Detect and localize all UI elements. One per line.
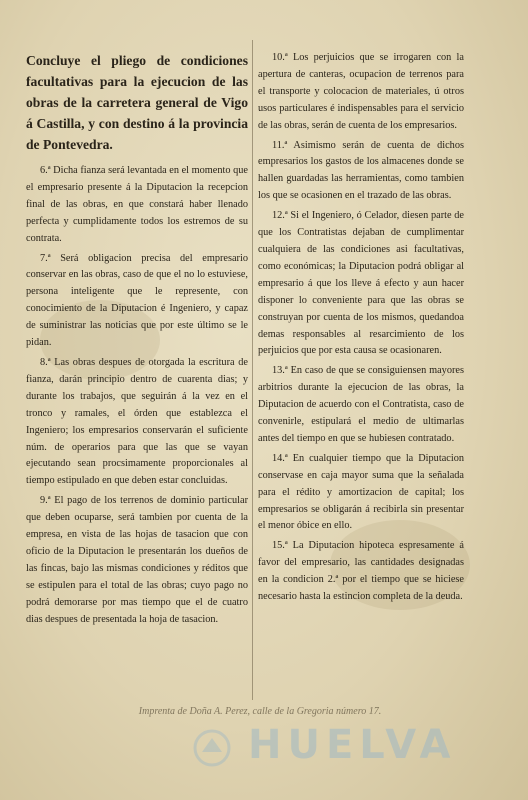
seal-icon [192,728,232,768]
condition-paragraph: 7.ª Será obligacion precisa del empresario conservar en las obras, caso de que el no lo estuviese, persona inteligente que le represente, con conocimiento de la Diputacion é Ingeniero, y capaz de suministrar las noticias que por este último se le pidan. [26,252,248,349]
condition-paragraph: 6.ª Dicha fianza será levantada en el momento que el empresario presente á la Diputacion la recepcion final de las obras, en que constará haber llenado perfecta y cumplidamente todos los estremos de su contrata. [26,165,248,244]
condition-paragraph: 14.ª En cualquier tiempo que la Diputacion conservase en caja mayor suma que la señalada para el rédito y amortizacion de capital; los empresarios se obligarán á recibirla sin presentar el menor óbice en ello. [258,452,464,532]
condition-paragraph: 15.ª La Diputacion hipoteca espresamente á favor del empresario, las cantidades designadas en la condicion 2.ª por el tiempo que se hiciese necesario hasta la estincion completa de la deuda. [258,540,464,603]
condition-paragraph: 9.ª El pago de los terrenos de dominio particular que deben ocuparse, será tambien por cuenta de la empresa, en vista de las hojas de tasacion que con oficio de la Diputacion le presentarán los dueños de las fincas, bajo las mismas condiciones y réditos que se estipulen para el total de las obras; cuyo pago no podrá demorarse por mas tiempo que el de cuatro dias despues de presentada la hoja de tasacion. [26,495,248,625]
column-divider [252,40,253,700]
document-title: Concluye el pliego de condiciones facultativas para la ejecucion de las obras de la carretera general de Vigo á Castilla, y con destino á la provincia de Pontevedra. [26,53,248,152]
left-column [26,50,248,631]
archive-watermark: HUELVA [248,722,457,768]
condition-paragraph: 11.ª Asimismo serán de cuenta de dichos empresarios los gastos de los almacenes donde se hallen guardadas las herramientas, como tambien los que se ocasionen en el trazado de las obras. [258,139,464,202]
condition-paragraph: 8.ª Las obras despues de otorgada la escritura de fianza, darán principio dentro de cuarenta dias; y durante los trabajos, que seguirán á la vez en el tronco y ramales, el órden que establezca el Ingeniero; los empresarios conservarán el suficiente núm. de operarios para que las que se vayan ejecutando sean procsimamente proporcionales al tiempo estipulado en que deben estar concluidas. [26,356,248,487]
condition-paragraph: 12.ª Si el Ingeniero, ó Celador, diesen parte de que los Contratistas dejaban de cumplimentar cualquiera de las condiciones asi facultativas, como económicas; la Diputacion podrá obligar al empresario á que los lleve á efecto y aun hacer disponer lo conveniente para que las obras se construyan por cuenta de los mismos, quedandoa demas responsables al resarcimiento de los perjuicios que por esta causa se ocasionaren. [258,210,464,357]
right-column [258,50,464,609]
printer-footer: Imprenta de Doña A. Perez, calle de la Gregoria número 17. [138,706,382,717]
condition-paragraph: 10.ª Los perjuicios que se irrogaren con la apertura de canteras, ocupacion de terrenos para el transporte y colocacion de materiales, ú otros usos particulares é indispensables para el servicio de las obras, serán de cuenta de los empresarios. [258,52,464,131]
condition-paragraph: 13.ª En caso de que se consiguiensen mayores arbitrios durante la ejecucion de las obras, la Diputacion de acuerdo con el Contratista, caso de convenirle, estipulará el medio de ultimarlas antes del tiempo en que se hubiesen contratado. [258,365,464,444]
